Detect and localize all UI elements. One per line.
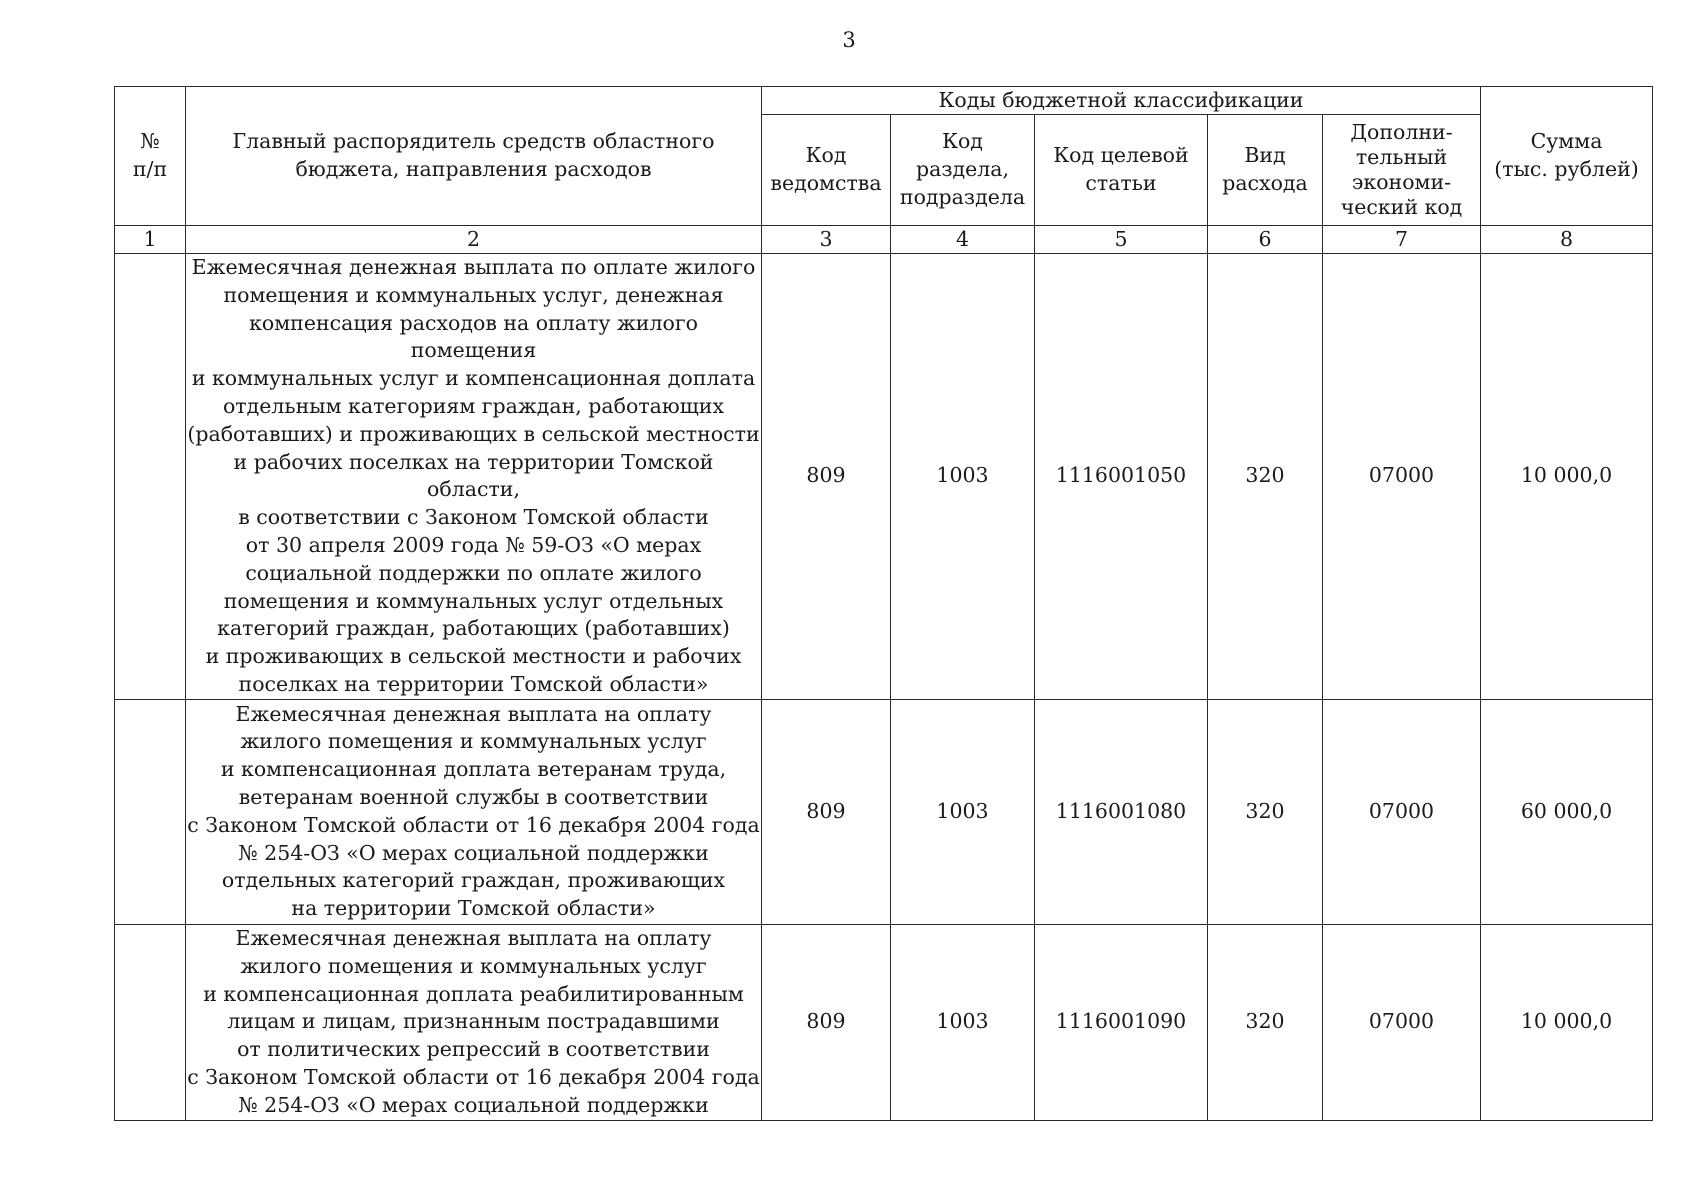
row-description: Ежемесячная денежная выплата на оплату жилого помещения и коммунальных услуг и компенсационная доплата ветеранам труда, ветеранам военной службы в соответствии с Законом Томской области от 16 декабря 2004 года № 254-ОЗ «О мерах социальной поддержки отдельных категорий граждан, проживающих на территории Томской области» [186, 699, 762, 924]
header-cel-statya: Код целевой статьи [1035, 115, 1208, 226]
row-vid-rashoda: 320 [1208, 699, 1323, 924]
budget-table [114, 86, 1653, 1121]
column-number: 4 [891, 226, 1035, 254]
row-num [115, 924, 186, 1120]
row-num [115, 254, 186, 700]
row-description: Ежемесячная денежная выплата по оплате жилого помещения и коммунальных услуг, денежная компенсация расходов на оплату жилого помещения и коммунальных услуг и компенсационная доплата отдельным категориям граждан, работающих (работавших) и проживающих в сельской местности и рабочих поселках на территории Томской области, в соответствии с Законом Томской области от 30 апреля 2009 года № 59-ОЗ «О мерах социальной поддержки по оплате жилого помещения и коммунальных услуг отдельных категорий граждан, работающих (работавших) и проживающих в сельской местности и рабочих поселках на территории Томской области» [186, 254, 762, 700]
column-number: 7 [1323, 226, 1481, 254]
row-summa: 60 000,0 [1481, 699, 1653, 924]
column-number: 1 [115, 226, 186, 254]
column-number: 2 [186, 226, 762, 254]
row-dop-kod: 07000 [1323, 924, 1481, 1120]
row-razdel: 1003 [891, 254, 1035, 700]
row-vid-rashoda: 320 [1208, 924, 1323, 1120]
header-summa: Сумма (тыс. рублей) [1481, 87, 1653, 226]
row-cel-statya: 1116001090 [1035, 924, 1208, 1120]
header-vid-rashoda: Вид расхода [1208, 115, 1323, 226]
column-number: 6 [1208, 226, 1323, 254]
table-row [115, 699, 1653, 924]
column-number-row [115, 226, 1653, 254]
row-vedomstvo: 809 [762, 254, 891, 700]
row-cel-statya: 1116001080 [1035, 699, 1208, 924]
row-summa: 10 000,0 [1481, 254, 1653, 700]
header-dop-kod: Дополни- тельный экономи- ческий код [1323, 115, 1481, 226]
column-number: 3 [762, 226, 891, 254]
row-vedomstvo: 809 [762, 924, 891, 1120]
header-num: № п/п [115, 87, 186, 226]
row-vid-rashoda: 320 [1208, 254, 1323, 700]
header-main: Главный распорядитель средств областного бюджета, направления расходов [186, 87, 762, 226]
header-vedomstvo: Код ведомства [762, 115, 891, 226]
row-summa: 10 000,0 [1481, 924, 1653, 1120]
table-row [115, 254, 1653, 700]
page-number: 3 [842, 28, 856, 52]
row-cel-statya: 1116001050 [1035, 254, 1208, 700]
row-razdel: 1003 [891, 924, 1035, 1120]
header-razdel: Код раздела, подраздела [891, 115, 1035, 226]
header-codes-group: Коды бюджетной классификации [762, 87, 1481, 115]
column-number: 8 [1481, 226, 1653, 254]
row-description: Ежемесячная денежная выплата на оплату жилого помещения и коммунальных услуг и компенсационная доплата реабилитированным лицам и лицам, признанным пострадавшими от политических репрессий в соответствии с Законом Томской области от 16 декабря 2004 года № 254-ОЗ «О мерах социальной поддержки [186, 924, 762, 1120]
table-row [115, 924, 1653, 1120]
row-razdel: 1003 [891, 699, 1035, 924]
row-vedomstvo: 809 [762, 699, 891, 924]
row-num [115, 699, 186, 924]
column-number: 5 [1035, 226, 1208, 254]
row-dop-kod: 07000 [1323, 254, 1481, 700]
row-dop-kod: 07000 [1323, 699, 1481, 924]
